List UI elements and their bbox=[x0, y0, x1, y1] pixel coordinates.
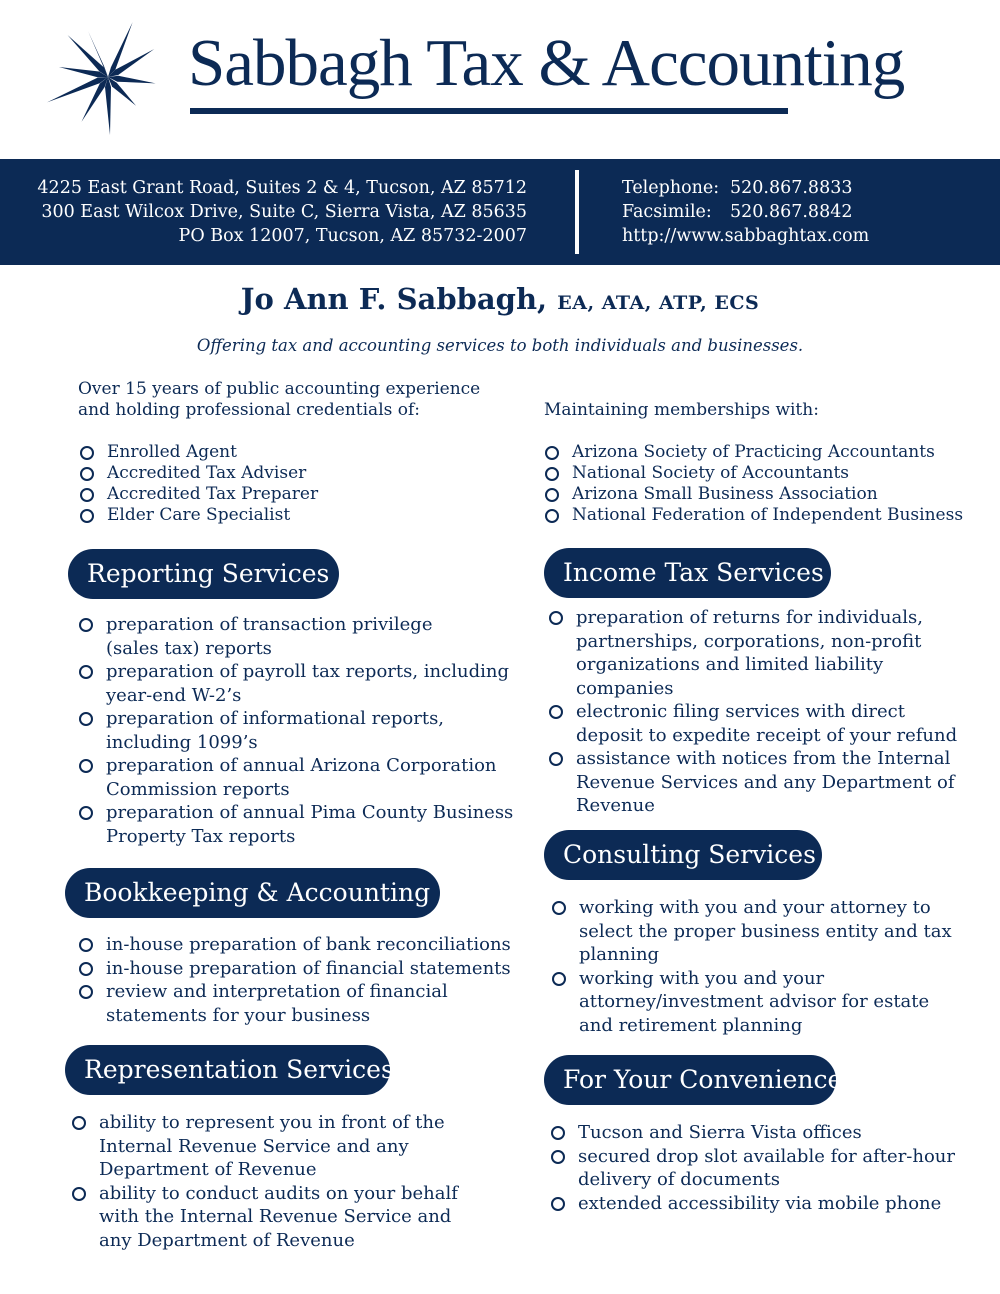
circle-bullet-icon bbox=[545, 509, 559, 523]
memberships-intro: Maintaining memberships with: bbox=[544, 400, 819, 420]
list-item-line: companies bbox=[576, 677, 674, 699]
income-tax-services-heading: Income Tax Services bbox=[544, 548, 831, 598]
circle-bullet-icon bbox=[79, 806, 93, 820]
circle-bullet-icon bbox=[72, 1116, 86, 1130]
list-item-line: statements for your business bbox=[106, 1004, 371, 1026]
list-item-line: planning bbox=[579, 944, 660, 965]
facsimile-number: 520.867.8842 bbox=[730, 202, 853, 222]
circle-bullet-icon bbox=[80, 488, 94, 502]
circle-bullet-icon bbox=[551, 1150, 565, 1164]
circle-bullet-icon bbox=[79, 712, 93, 726]
list-item-line: preparation of informational reports, bbox=[106, 708, 445, 729]
list-item bbox=[551, 1192, 955, 1216]
circle-bullet-icon bbox=[79, 985, 93, 999]
list-item-line: attorney/investment advisor for estate bbox=[579, 991, 930, 1012]
list-item bbox=[80, 463, 318, 484]
list-item-line: National Federation of Independent Business bbox=[572, 505, 964, 525]
experience-intro-line: and holding professional credentials of: bbox=[78, 400, 421, 420]
list-item bbox=[545, 484, 963, 505]
starburst-logo-icon bbox=[30, 12, 185, 142]
circle-bullet-icon bbox=[545, 446, 559, 460]
list-item-line: delivery of documents bbox=[578, 1169, 781, 1190]
list-item bbox=[79, 933, 511, 957]
list-item-line: ability to conduct audits on your behalf bbox=[99, 1182, 458, 1204]
list-item-line: Internal Revenue Service and any bbox=[99, 1135, 409, 1157]
phone-block bbox=[622, 176, 869, 248]
list-item bbox=[79, 801, 513, 848]
list-item bbox=[552, 967, 952, 1038]
convenience-list bbox=[551, 1121, 955, 1215]
circle-bullet-icon bbox=[79, 665, 93, 679]
bookkeeping-list bbox=[79, 933, 511, 1027]
list-item-line: including 1099’s bbox=[106, 731, 258, 753]
list-item-line: Commission reports bbox=[106, 778, 290, 800]
list-item bbox=[545, 442, 963, 463]
list-item-line: with the Internal Revenue Service and bbox=[99, 1206, 452, 1227]
income-tax-services-list bbox=[549, 606, 957, 818]
circle-bullet-icon bbox=[79, 938, 93, 952]
experience-intro-line: Over 15 years of public accounting experience bbox=[78, 379, 481, 399]
list-item-line: Accredited Tax Preparer bbox=[107, 484, 319, 504]
circle-bullet-icon bbox=[551, 1197, 565, 1211]
circle-bullet-icon bbox=[545, 488, 559, 502]
list-item-line: working with you and your bbox=[579, 967, 825, 989]
list-item bbox=[549, 747, 957, 818]
list-item bbox=[79, 660, 513, 707]
list-item bbox=[79, 613, 513, 660]
list-item-line: Revenue bbox=[576, 795, 655, 816]
list-item-line: select the proper business entity and tax bbox=[579, 920, 952, 942]
address-line: 4225 East Grant Road, Suites 2 & 4, Tucson, AZ 85712 bbox=[37, 178, 527, 198]
list-item-line: deposit to expedite receipt of your refund bbox=[576, 724, 958, 746]
experience-intro bbox=[78, 379, 480, 421]
person-name: Jo Ann F. Sabbagh, bbox=[240, 282, 548, 316]
list-item-line: year-end W-2’s bbox=[106, 684, 242, 706]
list-item bbox=[72, 1182, 458, 1253]
list-item-line: Enrolled Agent bbox=[107, 442, 237, 462]
tagline: Offering tax and accounting services to both individuals and businesses. bbox=[196, 336, 804, 355]
circle-bullet-icon bbox=[80, 509, 94, 523]
telephone-label: Telephone: bbox=[622, 178, 720, 198]
consulting-services-heading: Consulting Services bbox=[544, 830, 822, 880]
list-item bbox=[79, 980, 511, 1027]
person-credentials: EA, ATA, ATP, ECS bbox=[557, 292, 760, 314]
list-item bbox=[80, 484, 318, 505]
list-item-line: electronic filing services with direct bbox=[576, 701, 906, 722]
circle-bullet-icon bbox=[552, 901, 566, 915]
list-item-line: any Department of Revenue bbox=[99, 1229, 355, 1251]
list-item bbox=[79, 707, 513, 754]
list-item bbox=[545, 463, 963, 484]
bookkeeping-heading: Bookkeeping & Accounting bbox=[65, 868, 440, 918]
representation-services-heading: Representation Services bbox=[65, 1045, 390, 1095]
website-link[interactable]: http://www.sabbaghtax.com bbox=[622, 226, 870, 246]
list-item bbox=[79, 754, 513, 801]
list-item-line: Elder Care Specialist bbox=[107, 505, 291, 525]
list-item-line: Arizona Small Business Association bbox=[572, 484, 878, 504]
circle-bullet-icon bbox=[549, 611, 563, 625]
list-item bbox=[551, 1121, 955, 1145]
circle-bullet-icon bbox=[552, 972, 566, 986]
list-item-line: Accredited Tax Adviser bbox=[107, 463, 307, 483]
address-block bbox=[37, 176, 527, 248]
credentials-list bbox=[80, 442, 318, 526]
reporting-services-list bbox=[79, 613, 513, 848]
list-item-line: Revenue Services and any Department of bbox=[576, 771, 955, 793]
list-item-line: assistance with notices from the Internal bbox=[576, 748, 951, 769]
list-item-line: National Society of Accountants bbox=[572, 463, 850, 483]
list-item bbox=[552, 896, 952, 967]
representation-services-list bbox=[72, 1111, 458, 1252]
facsimile-label: Facsimile: bbox=[622, 202, 712, 222]
list-item bbox=[549, 700, 957, 747]
list-item-line: preparation of annual Arizona Corporation bbox=[106, 755, 497, 776]
circle-bullet-icon bbox=[549, 705, 563, 719]
list-item bbox=[551, 1145, 955, 1192]
list-item-line: ability to represent you in front of the bbox=[99, 1112, 445, 1133]
list-item-line: secured drop slot available for after-hour bbox=[578, 1145, 956, 1167]
circle-bullet-icon bbox=[549, 752, 563, 766]
circle-bullet-icon bbox=[72, 1187, 86, 1201]
contact-band bbox=[0, 159, 1000, 265]
circle-bullet-icon bbox=[79, 962, 93, 976]
list-item-line: and retirement planning bbox=[579, 1014, 803, 1036]
list-item-line: in-house preparation of financial statements bbox=[106, 957, 511, 979]
circle-bullet-icon bbox=[551, 1126, 565, 1140]
list-item-line: preparation of payroll tax reports, including bbox=[106, 661, 509, 682]
list-item-line: Tucson and Sierra Vista offices bbox=[578, 1122, 862, 1143]
list-item-line: review and interpretation of financial bbox=[106, 981, 448, 1002]
list-item bbox=[549, 606, 957, 700]
logo-underline bbox=[190, 108, 788, 114]
list-item bbox=[79, 957, 511, 981]
circle-bullet-icon bbox=[80, 467, 94, 481]
list-item bbox=[80, 442, 318, 463]
consulting-services-list bbox=[552, 896, 952, 1037]
list-item-line: partnerships, corporations, non-profit bbox=[576, 630, 922, 652]
circle-bullet-icon bbox=[79, 618, 93, 632]
list-item-line: Property Tax reports bbox=[106, 825, 296, 847]
circle-bullet-icon bbox=[79, 759, 93, 773]
list-item bbox=[545, 505, 963, 526]
list-item-line: organizations and limited liability bbox=[576, 654, 884, 675]
list-item-line: preparation of annual Pima County Business bbox=[106, 802, 514, 823]
circle-bullet-icon bbox=[80, 446, 94, 460]
person-name-line bbox=[0, 282, 1000, 316]
list-item bbox=[72, 1111, 458, 1182]
reporting-services-heading: Reporting Services bbox=[68, 549, 339, 599]
list-item-line: Arizona Society of Practicing Accountants bbox=[572, 442, 935, 462]
list-item-line: (sales tax) reports bbox=[106, 637, 272, 659]
list-item-line: extended accessibility via mobile phone bbox=[578, 1192, 942, 1214]
list-item bbox=[80, 505, 318, 526]
list-item-line: working with you and your attorney to bbox=[579, 897, 931, 918]
address-line: PO Box 12007, Tucson, AZ 85732-2007 bbox=[178, 226, 527, 246]
convenience-heading: For Your Convenience bbox=[544, 1055, 836, 1105]
list-item-line: preparation of returns for individuals, bbox=[576, 607, 923, 628]
list-item-line: Department of Revenue bbox=[99, 1159, 317, 1180]
list-item-line: in-house preparation of bank reconciliations bbox=[106, 934, 511, 955]
contact-divider bbox=[575, 170, 579, 254]
circle-bullet-icon bbox=[545, 467, 559, 481]
telephone-number: 520.867.8833 bbox=[730, 178, 853, 198]
memberships-list bbox=[545, 442, 963, 526]
list-item-line: preparation of transaction privilege bbox=[106, 614, 433, 635]
address-line: 300 East Wilcox Drive, Suite C, Sierra Vista, AZ 85635 bbox=[41, 202, 527, 222]
company-name: Sabbagh Tax & Accounting bbox=[188, 26, 905, 100]
